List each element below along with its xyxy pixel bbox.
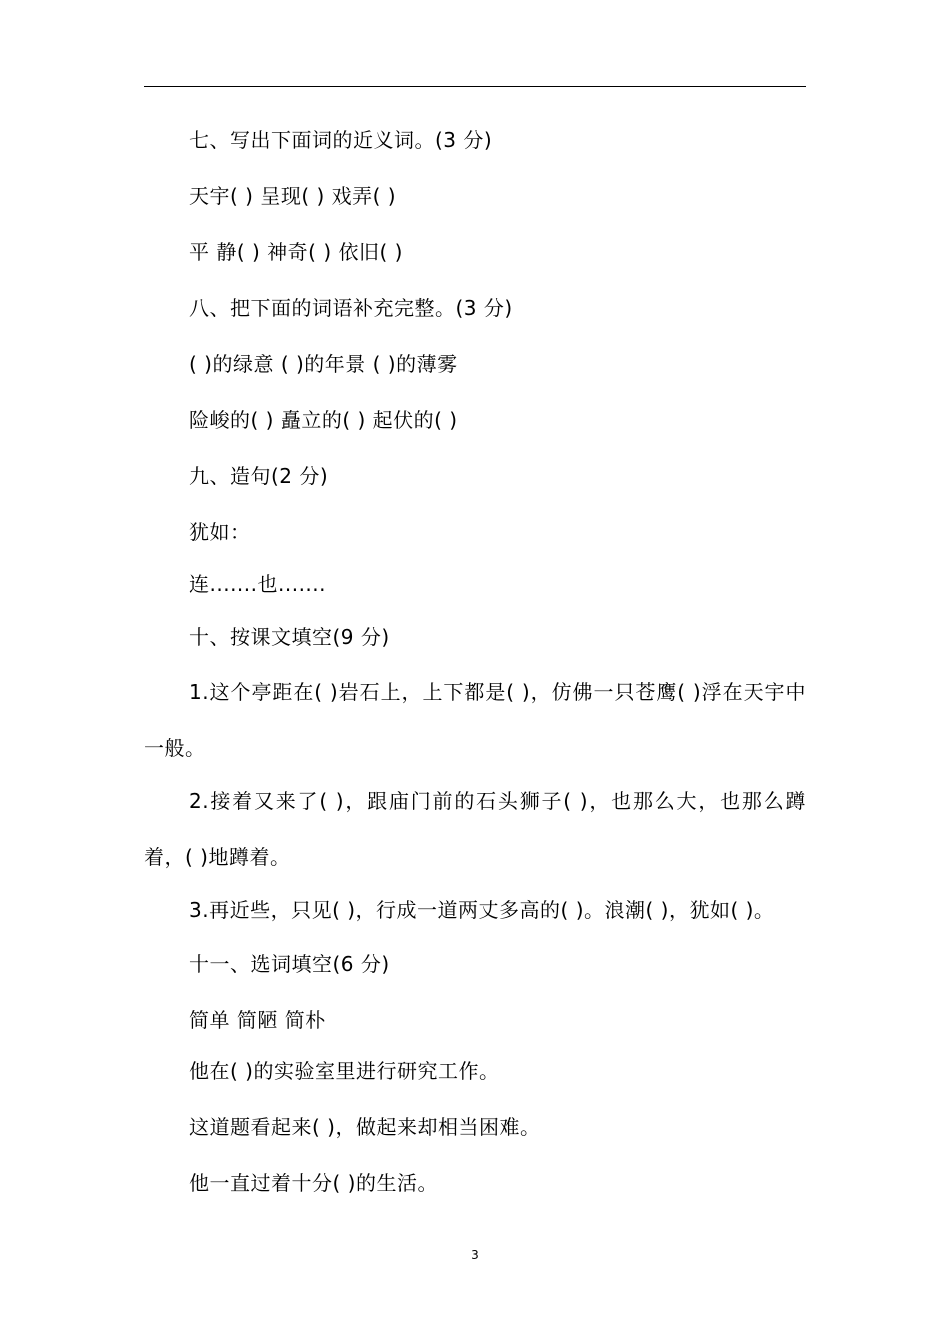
complete-words-line-2: 险峻的( ) 矗立的( ) 起伏的( ) [189, 408, 458, 432]
page-number: 3 [471, 1248, 479, 1262]
section-eleven-heading: 十一、选词填空(6 分) [189, 952, 390, 976]
word-choices: 简单 简陋 简朴 [189, 1008, 326, 1032]
synonym-line-2: 平 静( ) 神奇( ) 依旧( ) [189, 240, 403, 264]
sentence-item-1: 犹如： [189, 520, 251, 544]
section-nine-heading: 九、造句(2 分) [189, 464, 329, 488]
section-eight-heading: 八、把下面的词语补充完整。(3 分) [189, 296, 513, 320]
synonym-line-1: 天宇( ) 呈现( ) 戏弄( ) [189, 184, 397, 208]
complete-words-line-1: ( )的绿意 ( )的年景 ( )的薄雾 [189, 352, 458, 376]
choice-sentence-3: 他一直过着十分( )的生活。 [189, 1171, 438, 1195]
section-ten-heading: 十、按课文填空(9 分) [189, 625, 390, 649]
header-rule [144, 86, 806, 87]
choice-sentence-2: 这道题看起来( )，做起来却相当困难。 [189, 1115, 541, 1139]
section-seven-heading: 七、写出下面词的近义词。(3 分) [189, 128, 493, 152]
choice-sentence-1: 他在( )的实验室里进行研究工作。 [189, 1059, 500, 1083]
fill-blank-paragraph-2: 2.接着又来了( )，跟庙门前的石头狮子( )，也那么大，也那么蹲着，( )地蹲着。 [144, 789, 806, 869]
sentence-item-2: 连.......也....... [189, 572, 327, 596]
fill-blank-paragraph-3: 3.再近些，只见( )，行成一道两丈多高的( )。浪潮( )，犹如( )。 [189, 898, 775, 922]
fill-blank-paragraph-1: 1.这个亭距在( )岩石上，上下都是( )，仿佛一只苍鹰( )浮在天宇中一般。 [144, 680, 806, 760]
